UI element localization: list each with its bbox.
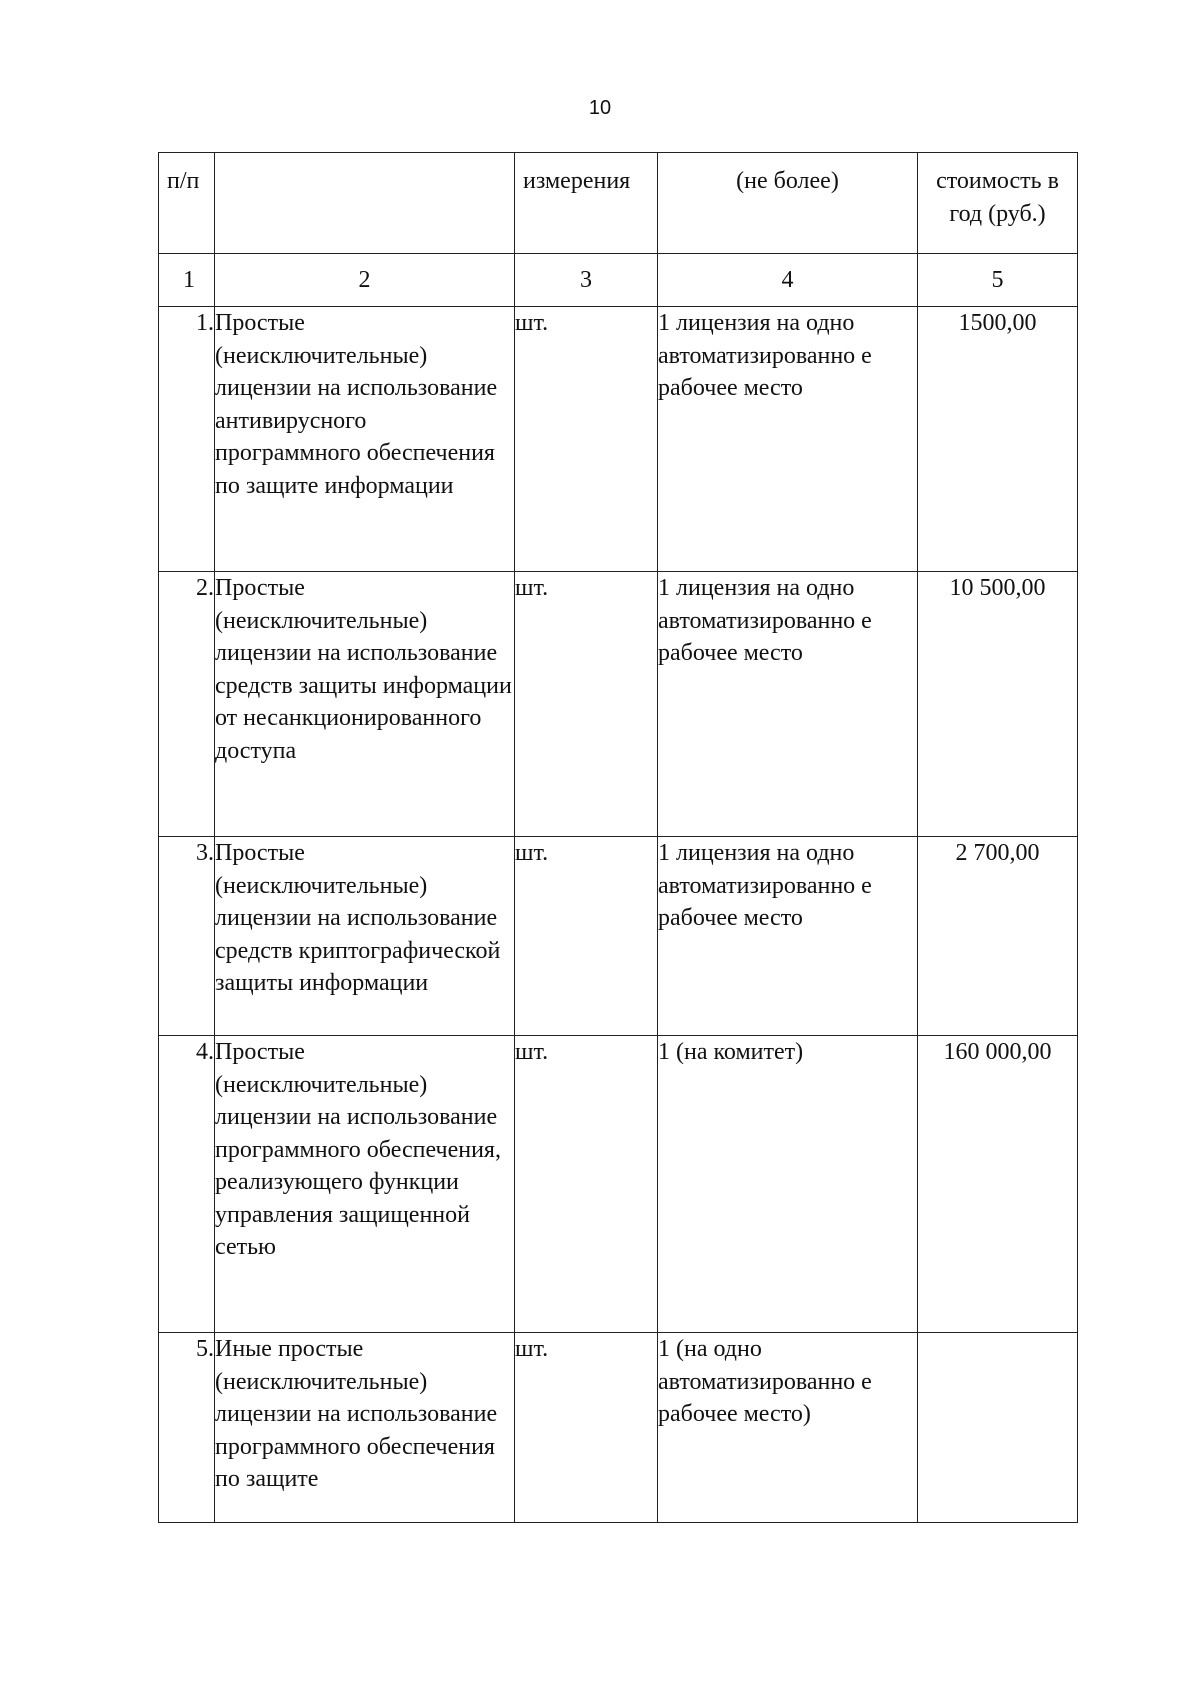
row-index: 4. (159, 1036, 215, 1333)
licenses-table (158, 152, 1078, 1523)
header-cell-index: п/п (159, 153, 215, 254)
column-number: 1 (159, 254, 215, 307)
header-cell-cost: стоимость в год (руб.) (918, 153, 1078, 254)
header-cell-norm: (не более) (658, 153, 918, 254)
row-unit: шт. (515, 572, 658, 837)
column-number: 4 (658, 254, 918, 307)
row-name: Простые (неисключительные) лицензии на использование средств защиты информации от несанкционированного доступа (215, 572, 515, 837)
row-norm: 1 лицензия на одно автоматизированно е рабочее место (658, 837, 918, 1036)
row-name: Простые (неисключительные) лицензии на использование средств криптографической защиты информации (215, 837, 515, 1036)
column-number: 5 (918, 254, 1078, 307)
row-norm: 1 (на одно автоматизированно е рабочее место) (658, 1333, 918, 1523)
header-cell-name (215, 153, 515, 254)
table-row (159, 1036, 1078, 1333)
row-cost: 10 500,00 (918, 572, 1078, 837)
row-unit: шт. (515, 837, 658, 1036)
header-cell-unit: измерения (515, 153, 658, 254)
column-number: 3 (515, 254, 658, 307)
row-index: 5. (159, 1333, 215, 1523)
row-index: 2. (159, 572, 215, 837)
row-norm: 1 лицензия на одно автоматизированно е рабочее место (658, 572, 918, 837)
column-number: 2 (215, 254, 515, 307)
row-name: Простые (неисключительные) лицензии на использование программного обеспечения, реализующего функции управления защищенной сетью (215, 1036, 515, 1333)
page-number: 10 (588, 97, 612, 119)
table-row (159, 1333, 1078, 1523)
table-row (159, 572, 1078, 837)
column-numbers-row (159, 254, 1078, 307)
row-cost (918, 1333, 1078, 1523)
row-cost: 160 000,00 (918, 1036, 1078, 1333)
row-norm: 1 (на комитет) (658, 1036, 918, 1333)
row-unit: шт. (515, 307, 658, 572)
row-name: Иные простые (неисключительные) лицензии на использование программного обеспечения по защите (215, 1333, 515, 1523)
row-index: 3. (159, 837, 215, 1036)
row-cost: 1500,00 (918, 307, 1078, 572)
table-row (159, 837, 1078, 1036)
row-cost: 2 700,00 (918, 837, 1078, 1036)
row-norm: 1 лицензия на одно автоматизированно е рабочее место (658, 307, 918, 572)
table-header-row (159, 153, 1078, 254)
row-unit: шт. (515, 1036, 658, 1333)
table-row (159, 307, 1078, 572)
row-unit: шт. (515, 1333, 658, 1523)
row-index: 1. (159, 307, 215, 572)
row-name: Простые (неисключительные) лицензии на использование антивирусного программного обеспечения по защите информации (215, 307, 515, 572)
